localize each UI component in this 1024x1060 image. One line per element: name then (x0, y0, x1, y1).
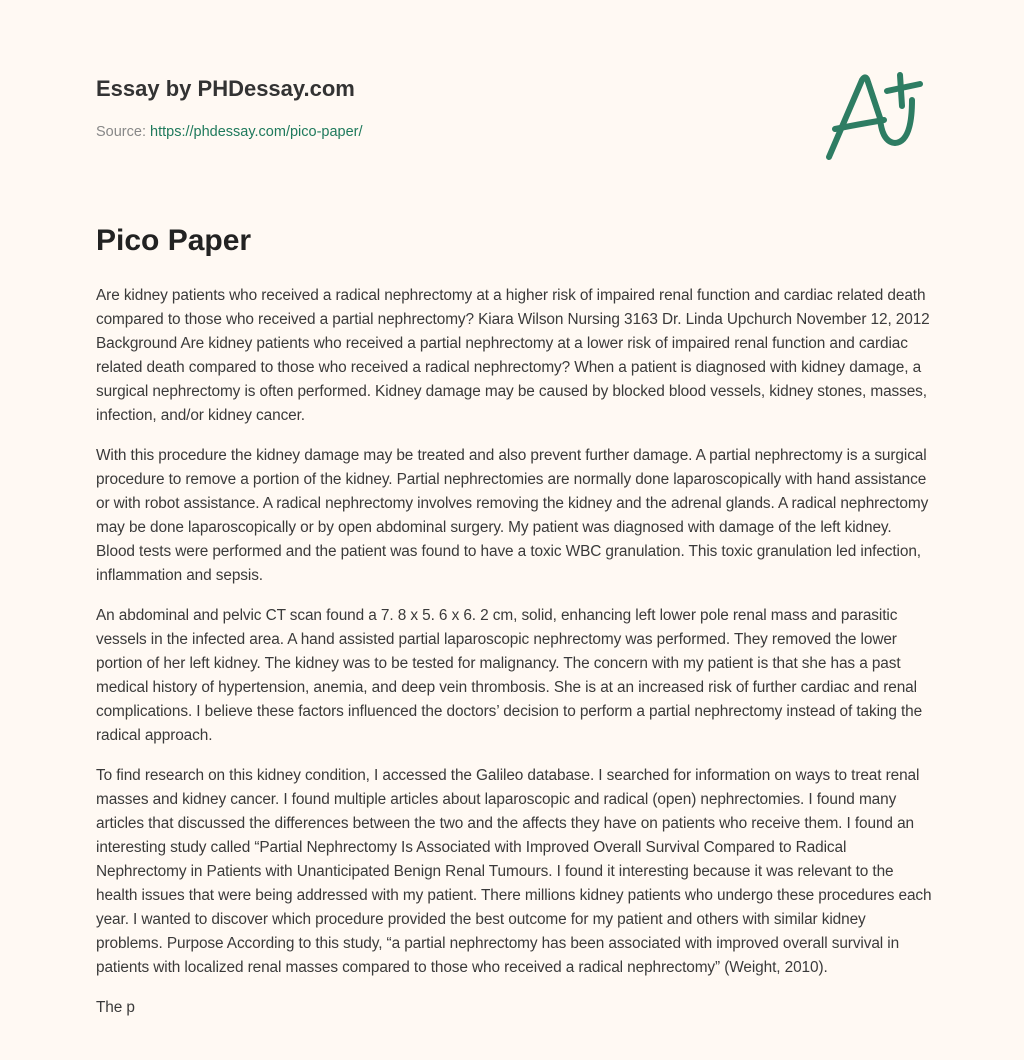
a-plus-logo-icon (815, 65, 935, 170)
essay-paragraph: Are kidney patients who received a radical nephrectomy at a higher risk of impaired renal function and cardiac related death compared to those who received a partial nephrectomy? Kiara Wilson Nursing 3163 Dr. Linda Upchurch November 12, 2012 Background Are kidney patients who received a partial nephrectomy at a lower risk of impaired renal function and cardiac related death compared to those who received a radical nephrectomy? When a patient is diagnosed with kidney damage, a surgical nephrectomy is often performed. Kidney damage may be caused by blocked blood vessels, kidney stones, masses, infection, and/or kidney cancer. (96, 287, 930, 424)
essay-title: Pico Paper (96, 224, 252, 257)
essay-paragraph: An abdominal and pelvic CT scan found a 7. 8 x 5. 6 x 6. 2 cm, solid, enhancing left lower pole renal mass and parasitic vessels in the infected area. A hand assisted partial laparoscopic nephrectomy was performed. They removed the lower portion of her left kidney. The kidney was to be tested for malignancy. The concern with my patient is that she has a past medical history of hypertension, anemia, and deep vein thrombosis. She is at an increased risk of further cardiac and renal complications. I believe these factors influenced the doctors’ decision to perform a partial nephrectomy instead of taking the radical approach. (96, 607, 923, 744)
essay-paragraph: To find research on this kidney condition, I accessed the Galileo database. I searched for information on ways to treat renal masses and kidney cancer. I found multiple articles about laparoscopic and radical (open) nephrectomies. I found many articles that discussed the differences between the two and the affects they have on patients who receive them. I found an interesting study called “Partial Nephrectomy Is Associated with Improved Overall Survival Compared to Radical Nephrectomy in Patients with Unanticipated Benign Renal Tumours. I found it interesting because it was relevant to the health issues that were being addressed with my patient. There millions kidney patients who undergo these procedures each year. I wanted to discover which procedure provided the best outcome for my patient and others with similar kidney problems. Purpose According to this study, “a partial nephrectomy has been associated with improved overall survival in patients with localized renal masses compared to those who received a radical nephrectomy” (Weight, 2010). (96, 767, 932, 976)
essay-body (96, 284, 932, 1036)
essay-paragraph: With this procedure the kidney damage may be treated and also prevent further damage. A partial nephrectomy is a surgical procedure to remove a portion of the kidney. Partial nephrectomies are normally done laparoscopically with hand assistance or with robot assistance. A radical nephrectomy involves removing the kidney and the adrenal glands. A radical nephrectomy may be done laparoscopically or by open abdominal surgery. My patient was diagnosed with damage of the left kidney. Blood tests were performed and the patient was found to have a toxic WBC granulation. This toxic granulation led infection, inflammation and sepsis. (96, 447, 929, 584)
site-title: Essay by PHDessay.com (96, 76, 355, 101)
source-link[interactable]: https://phdessay.com/pico-paper/ (150, 124, 363, 140)
source-label: Source: (96, 124, 146, 140)
essay-paragraph: The p (96, 999, 135, 1016)
source-line (96, 124, 363, 140)
